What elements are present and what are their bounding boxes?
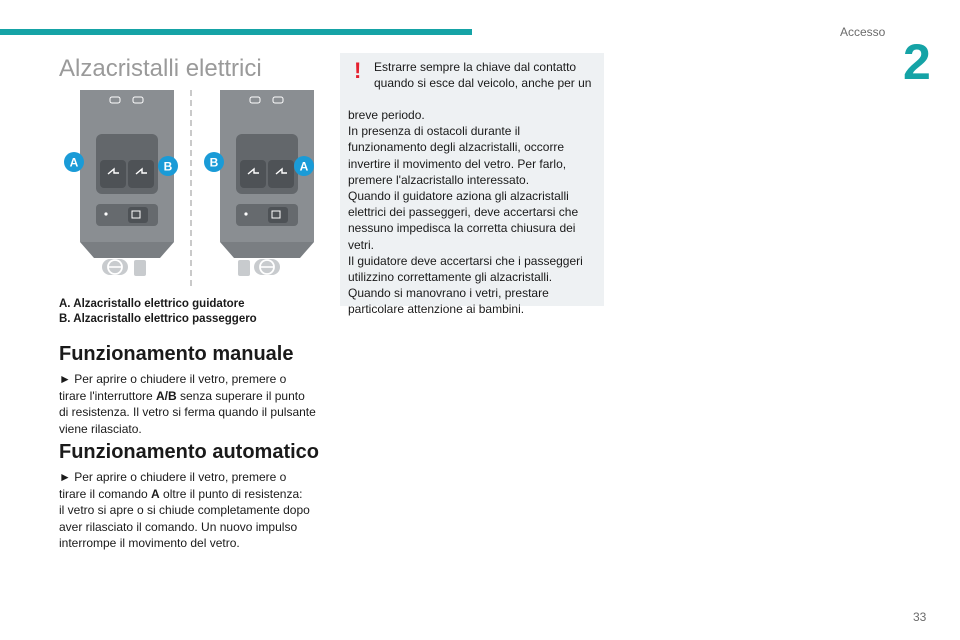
callout-a: [64, 152, 84, 172]
child-lock-button: [268, 207, 288, 223]
passenger-window-switch: [240, 160, 266, 188]
warning-box: [340, 53, 604, 317]
figure-legend: [59, 297, 257, 327]
chapter-number: 2: [903, 34, 931, 90]
svg-text:A: A: [299, 159, 309, 174]
window-switch-illustration: [60, 90, 322, 290]
indicator-light-icon: [104, 212, 107, 215]
automatic-paragraph: ► Per aprire o chiudere il vetro, premere o tirare il comando A oltre il punto di resistenza: il vetro si apre o si chiude completamente dopo aver rilasciato il comando. Un nuovo impulso interrompe il movimento del vetro.: [59, 469, 324, 552]
steering-wheel-icon: [238, 259, 280, 276]
callout-b: [158, 156, 178, 176]
manual-line-with-bold: tirare l'interruttore A/B senza superare il punto: [59, 388, 305, 403]
left-switch-panel: [64, 90, 178, 276]
indicator-light-icon: [244, 212, 247, 215]
page-title: Alzacristalli elettrici: [59, 55, 262, 82]
svg-text:B: B: [163, 159, 173, 174]
header-accent-bar: [0, 29, 472, 35]
warning-icon: !: [354, 58, 362, 83]
svg-text:B: B: [209, 155, 219, 170]
steering-wheel-icon: [102, 259, 146, 276]
callout-a: [294, 156, 314, 176]
page-number: 33: [913, 610, 927, 624]
driver-window-switch: [268, 160, 294, 188]
section-label: Accesso: [840, 25, 886, 39]
manual-paragraph: ► Per aprire o chiudere il vetro, premere o tirare l'interruttore A/B senza superare il punto di resistenza. Il vetro si ferma quando il pulsante viene rilasciato.: [59, 371, 324, 437]
legend-item: B. Alzacristallo elettrico passeggero: [59, 313, 257, 325]
legend-item: A. Alzacristallo elettrico guidatore: [59, 298, 245, 310]
automatic-heading: Funzionamento automatico: [59, 441, 319, 463]
right-switch-panel: [204, 90, 314, 276]
svg-text:A: A: [69, 155, 79, 170]
driver-window-switch: [100, 160, 126, 188]
automatic-line-with-bold: tirare il comando A oltre il punto di resistenza:: [59, 486, 303, 501]
manual-heading: Funzionamento manuale: [59, 343, 294, 365]
callout-b: [204, 152, 224, 172]
warning-text: breve periodo. In presenza di ostacoli durante il funzionamento degli alzacristalli, occorre invertire il movimento del vetro. Per farlo, premere l'alzacristallo interessato. Quando il guidatore aziona gli alzacristalli elettrici dei passeggeri, deve accertarsi che nessuno impedisca la corretta chiusura dei vetri. Il guidatore deve accertarsi che i passeggeri utilizzino correttamente gli alzacristalli. Quando si manovrano i vetri, prestare particolare attenzione ai bambini.: [348, 108, 583, 317]
child-lock-button: [128, 207, 148, 223]
warning-intro: Estrarre sempre la chiave dal contatto quando si esce dal veicolo, anche per un: [374, 60, 592, 91]
passenger-window-switch: [128, 160, 154, 188]
